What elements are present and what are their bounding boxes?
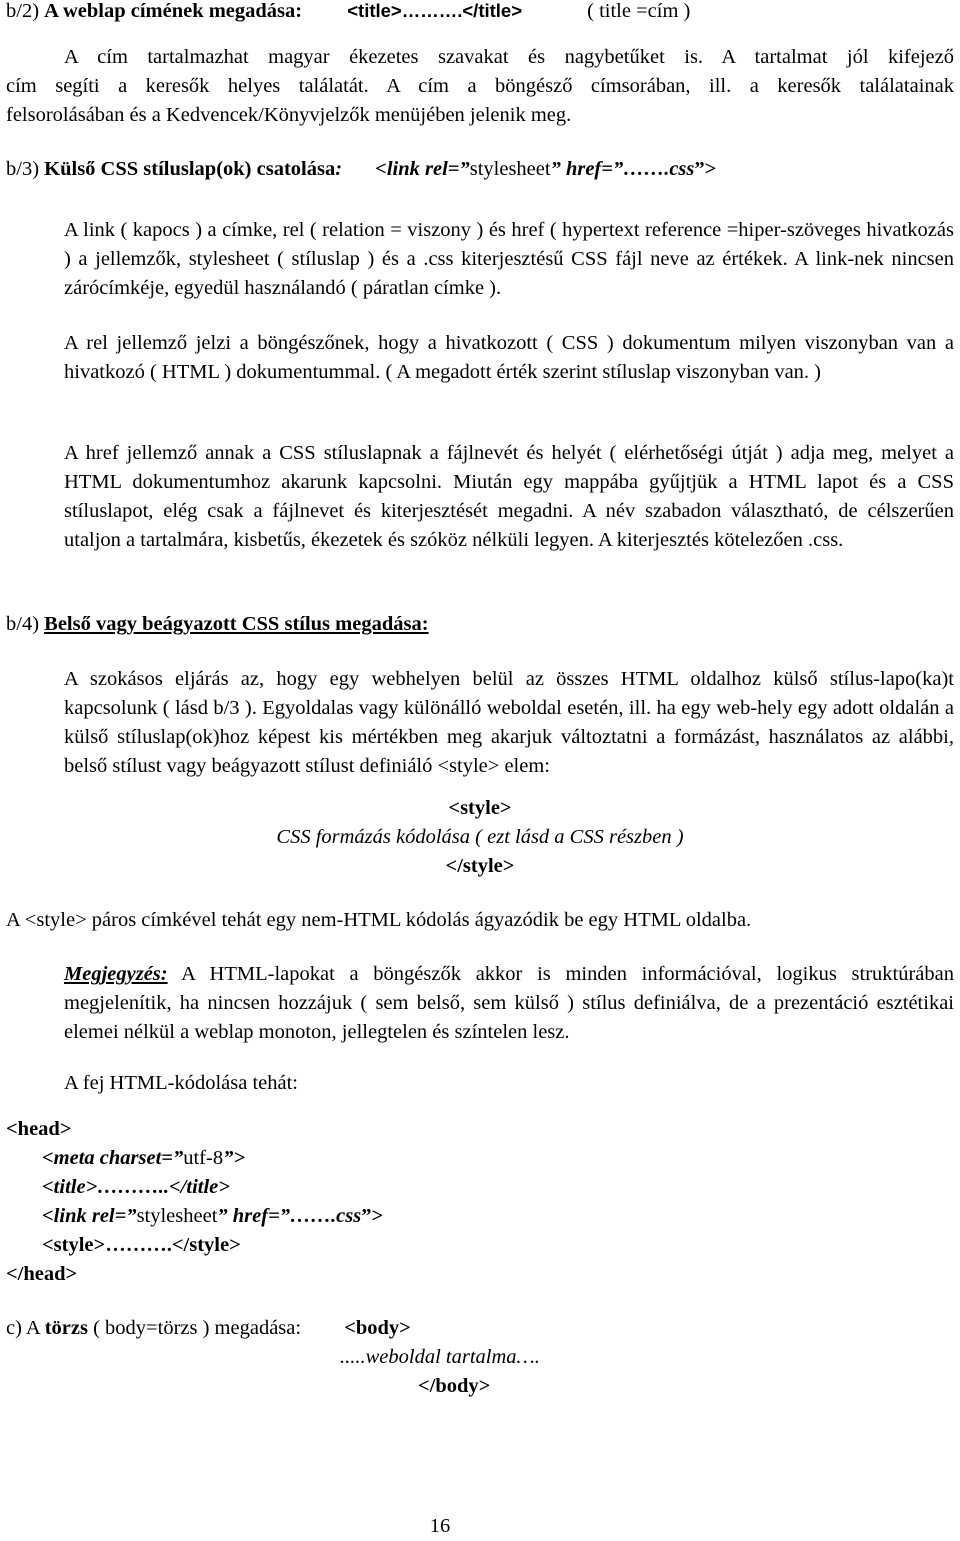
page-number: 16	[429, 1515, 451, 1537]
b2-line-1: A cím tartalmazhat magyar ékezetes szavakat és nagybetűket is. A tartalmat jól kifejező	[64, 46, 954, 68]
b3-paragraph-2: A rel jellemző jelzi a böngészőnek, hogy a hivatkozott ( CSS ) dokumentum milyen viszonyban van a hivatkozó ( HTML ) dokumentummal. ( A megadott érték szerint stíluslap viszonyban van. )	[64, 332, 954, 383]
note-label: Megjegyzés:	[64, 963, 168, 985]
body-close-tag: </body>	[418, 1375, 491, 1397]
section-b2-heading	[6, 0, 690, 26]
heading-title: Belső vagy beágyazott CSS stílus megadása:	[44, 613, 429, 635]
heading-label: b/2)	[6, 0, 40, 22]
link-tag: <link rel=”stylesheet” href=”…….css”>	[375, 158, 717, 180]
body-open-tag: <body>	[344, 1317, 411, 1339]
b4-paragraph-2: A <style> páros címkével tehát egy nem-HTML kódolás ágyazódik be egy HTML oldalba.	[6, 909, 752, 931]
style-tag-line: <style>……….</style>	[42, 1234, 241, 1256]
section-b3-heading: b/3) Külső CSS stíluslap(ok) csatolása: <link rel=”stylesheet” href=”…….css”>	[6, 158, 717, 180]
meta-tag: <meta charset=”utf-8”>	[42, 1147, 246, 1169]
heading-bold: törzs	[44, 1317, 88, 1339]
section-c-heading: c) A törzs ( body=törzs ) megadása: <body>	[6, 1317, 411, 1339]
b3-paragraph-1: A link ( kapocs ) a címke, rel ( relation = viszony ) és href ( hypertext reference =hiper-szöveges hivatkozás ) a jellemzők, stylesheet ( stíluslap ) és a .css kiterjesztésű CSS fájl neve az értékek. A link-nek nincsen zárócímkéje, egyedül használandó ( páratlan címke ).	[64, 219, 954, 299]
head-open-tag: <head>	[6, 1118, 72, 1140]
b3-paragraph-3: A href jellemző annak a CSS stíluslapnak a fájlnevét és helyét ( elérhetőségi útját ) adja meg, melyet a HTML dokumentumhoz akarunk kapcsolni. Miután egy mappába gyűjtjük a HTML lapot és a CSS stíluslapot, elég csak a fájlnevet és kiterjesztését megadni. A név szabadon választható, de célszerűen utaljon a tartalmára, kisbetűs, ékezetek és szóköz nélküli legyen. A kiterjesztés kötelezően .css.	[64, 442, 954, 551]
style-close-tag: </style>	[445, 855, 515, 877]
heading-title: A weblap címének megadása:	[44, 0, 303, 22]
note-paragraph	[6, 960, 954, 1047]
title-note: ( title =cím )	[587, 0, 691, 22]
title-tag-line: <title>………..</title>	[42, 1176, 230, 1198]
style-content: CSS formázás kódolása ( ezt lásd a CSS részben )	[276, 826, 684, 848]
link-tag-line: <link rel=”stylesheet” href=”…….css”>	[42, 1205, 384, 1227]
b4-paragraph-1: A szokásos eljárás az, hogy egy webhelyen belül az összes HTML oldalhoz külső stílus-lapo(ka)t kapcsolunk ( lásd b/3 ). Egyoldalas vagy különálló weboldal esetén, ill. ha egy web-hely egy adott oldalán a külső stíluslap(ok)hoz képest kis mértékben meg akarjuk változtatni a formázást, használatos az alábbi, belső stílust vagy beágyazott stílust definiáló <style> elem:	[64, 668, 954, 777]
head-intro: A fej HTML-kódolása tehát:	[64, 1072, 298, 1094]
heading-label: b/4)	[6, 613, 40, 635]
section-b4-heading	[6, 610, 429, 639]
b2-line-2: cím segíti a keresők helyes találatát. A cím a böngésző címsorában, ill. a keresők találatainak	[6, 75, 954, 97]
heading-label: b/3)	[6, 158, 40, 180]
note-text: A HTML-lapokat a böngészők akkor is minden információval, logikus struktúrában megjelenítik, ha nincsen hozzájuk ( sem belső, sem külső ) stílus definiálva, de a prezentáció esztétikai elemei nélkül a weblap monoton, jellegtelen és színtelen lesz.	[64, 963, 954, 1043]
head-close-tag: </head>	[6, 1263, 78, 1285]
body-content: .....weboldal tartalma….	[340, 1346, 540, 1368]
style-open-tag: <style>	[448, 797, 512, 819]
b2-line-3: felsorolásában és a Kedvencek/Könyvjelzők menüjében jelenik meg.	[6, 104, 572, 126]
heading-title: Külső CSS stíluslap(ok) csatolása	[44, 158, 336, 180]
title-tag: <title>……….</title>	[347, 0, 523, 21]
